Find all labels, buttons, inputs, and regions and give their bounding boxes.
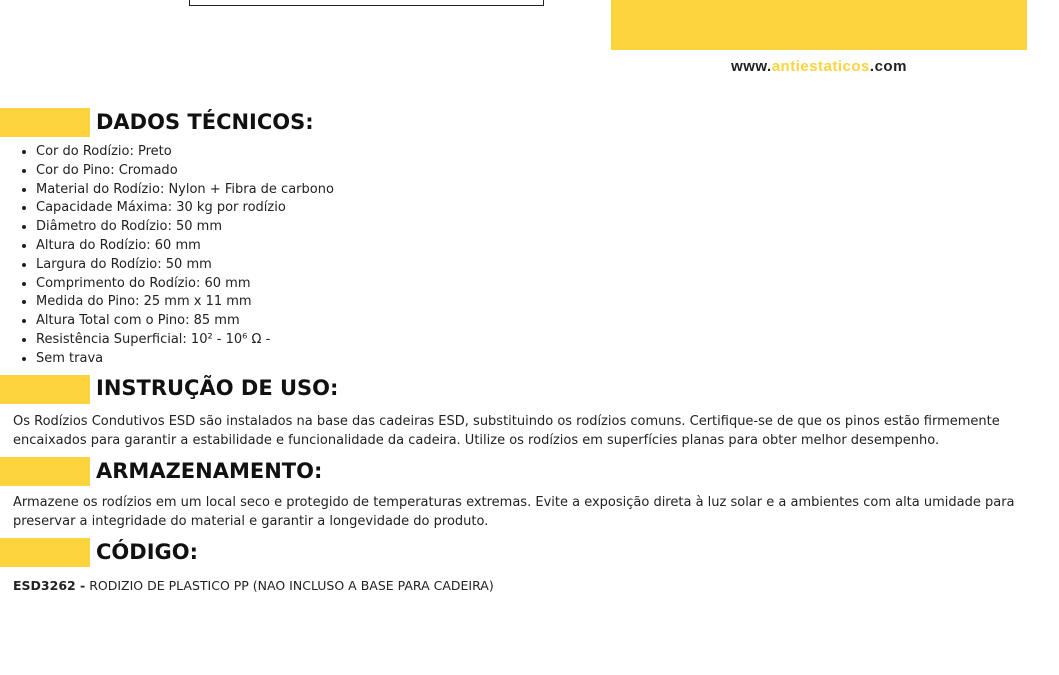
website-accent: antiestaticos bbox=[771, 58, 870, 75]
usage-paragraph: Os Rodízios Condutivos ESD são instalados na base das cadeiras ESD, substituindo os rodízios comuns. Certifique-se de que os pinos estão firmemente encaixados para garantir a estabilidade e funcionalidade da cadeira. Utilize os rodízios em superfícies planas para obter melhor desempenho. bbox=[13, 414, 1000, 448]
section-bar-technical bbox=[0, 108, 90, 137]
product-code-line bbox=[13, 576, 494, 595]
section-bar-storage bbox=[0, 457, 90, 486]
section-title-code: CÓDIGO: bbox=[96, 540, 198, 564]
storage-paragraph: Armazene os rodízios em um local seco e protegido de temperaturas extremas. Evite a exposição direta à luz solar e a ambientes com alta umidade para preservar a integridade do material e garantir a longevidade do produto. bbox=[13, 495, 1015, 529]
top-frame-border bbox=[189, 0, 544, 6]
technical-spec-list bbox=[16, 143, 334, 369]
list-item: • Largura do Rodízio: 50 mm bbox=[36, 256, 334, 275]
list-item: • Cor do Pino: Cromado bbox=[36, 162, 334, 181]
section-title-usage: INSTRUÇÃO DE USO: bbox=[96, 376, 339, 400]
product-code-id: ESD3262 - bbox=[13, 578, 86, 593]
website-url[interactable] bbox=[611, 58, 1027, 75]
list-item: • Capacidade Máxima: 30 kg por rodízio bbox=[36, 199, 334, 218]
list-item: • Material do Rodízio: Nylon + Fibra de carbono bbox=[36, 181, 334, 200]
product-code-description: RODIZIO DE PLASTICO PP (NAO INCLUSO A BASE PARA CADEIRA) bbox=[85, 578, 494, 593]
section-bar-usage bbox=[0, 375, 90, 404]
list-item: • Resistência Superficial: 10² - 10⁶ Ω - bbox=[36, 331, 334, 350]
section-title-technical: DADOS TÉCNICOS: bbox=[96, 110, 314, 134]
section-bar-code bbox=[0, 538, 90, 567]
list-item: • Comprimento do Rodízio: 60 mm bbox=[36, 275, 334, 294]
list-item: • Medida do Pino: 25 mm x 11 mm bbox=[36, 293, 334, 312]
header-yellow-banner bbox=[611, 0, 1027, 50]
website-prefix: www. bbox=[731, 58, 772, 75]
list-item: • Altura do Rodízio: 60 mm bbox=[36, 237, 334, 256]
list-item: • Cor do Rodízio: Preto bbox=[36, 143, 334, 162]
website-suffix: .com bbox=[869, 58, 907, 75]
list-item: • Diâmetro do Rodízio: 50 mm bbox=[36, 218, 334, 237]
list-item: • Sem trava bbox=[36, 350, 334, 369]
section-title-storage: ARMAZENAMENTO: bbox=[96, 459, 323, 483]
list-item: • Altura Total com o Pino: 85 mm bbox=[36, 312, 334, 331]
